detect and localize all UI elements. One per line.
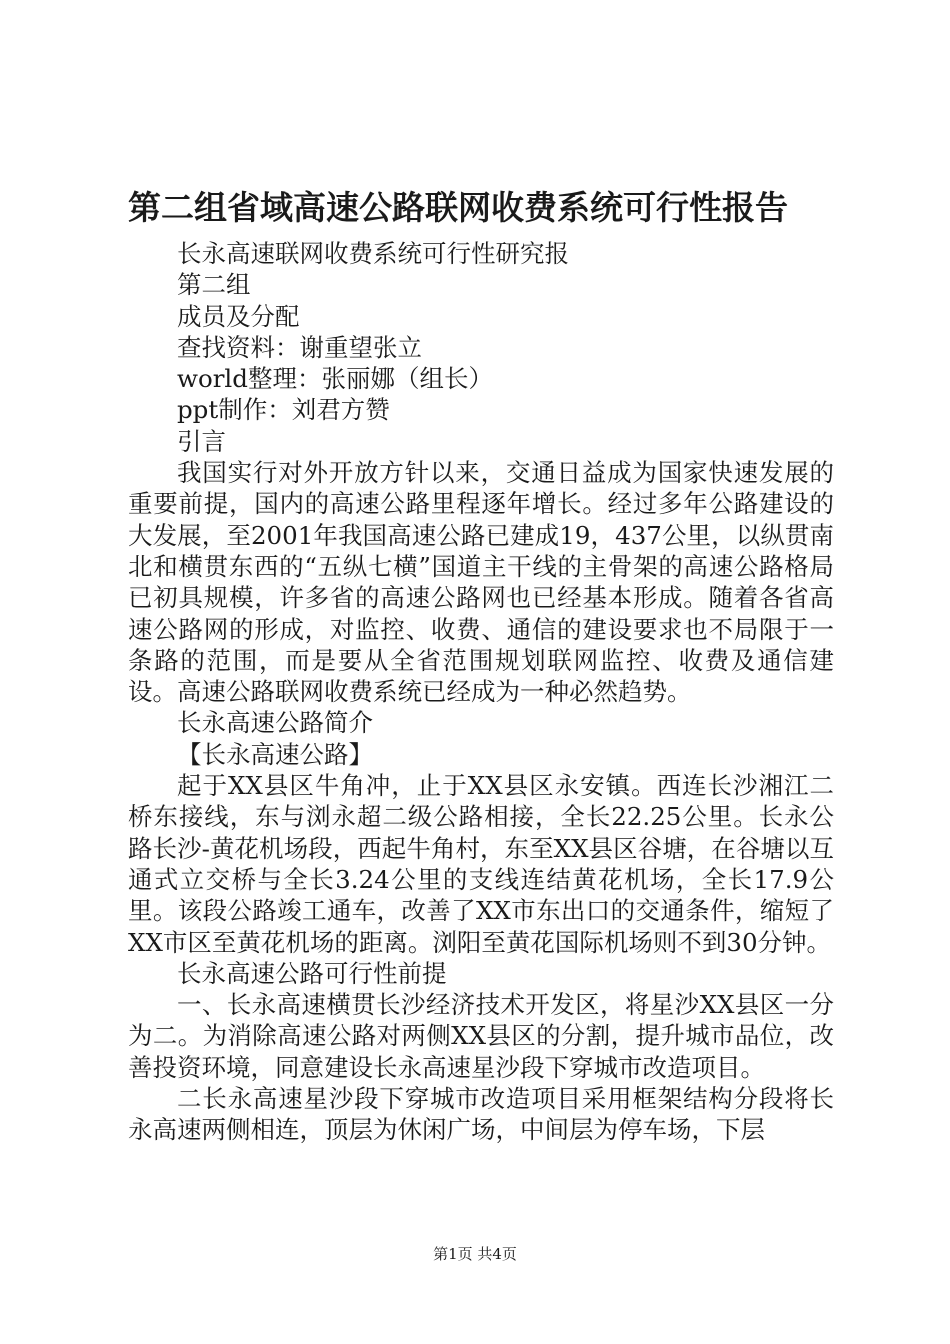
- line-members: 成员及分配: [177, 301, 300, 331]
- page-footer: 第1页 共4页: [433, 1245, 517, 1263]
- section1-paragraph: 起于XX县区牛角冲，止于XX县区永安镇。西连长沙湘江二桥东接线，东与浏永超二级公路相接，全长22.25公里。长永公路长沙-黄花机场段，西起牛角村，东至XX县区谷塘，在谷塘以互通式立交桥与全长3.24公里的支线连结黄花机场，全长17.9公里。该段公路竣工通车，改善了XX市东出口的交通条件，缩短了XX市区至黄花机场的距离。浏阳至黄花国际机场则不到30分钟。: [128, 771, 834, 957]
- line-intro-heading: 引言: [177, 426, 226, 456]
- line-research: 查找资料：谢重望张立: [177, 332, 422, 362]
- intro-paragraph: 我国实行对外开放方针以来，交通日益成为国家快速发展的重要前提，国内的高速公路里程逐年增长。经过多年公路建设的大发展，至2001年我国高速公路已建成19，437公里，以纵贯南北和横贯东西的“五纵七横”国道主干线的主骨架的高速公路格局已初具规模，许多省的高速公路网也已经基本形成。随着各省高速公路网的形成，对监控、收费、通信的建设要求也不局限于一条路的范围，而是要从全省范围规划联网监控、收费及通信建设。高速公路联网收费系统已经成为一种必然趋势。: [128, 458, 834, 707]
- section1-heading: 长永高速公路简介: [177, 708, 373, 738]
- line-report-name: 长永高速联网收费系统可行性研究报: [177, 239, 569, 268]
- section2-heading: 长永高速公路可行性前提: [177, 958, 447, 988]
- line-word-editing: world整理：张丽娜（组长）: [177, 364, 493, 394]
- section2-paragraph-2: 二长永高速星沙段下穿城市改造项目采用框架结构分段将长永高速两侧相连，顶层为休闲广场，中间层为停车场，下层: [128, 1084, 834, 1145]
- section1-subheading: 【长永高速公路】: [177, 739, 373, 769]
- document-body: [128, 238, 834, 1146]
- line-group: 第二组: [177, 270, 251, 300]
- line-ppt: ppt制作：刘君方赞: [177, 395, 390, 425]
- document-title: 第二组省域高速公路联网收费系统可行性报告: [128, 188, 788, 227]
- section2-paragraph-1: 一、长永高速横贯长沙经济技术开发区，将星沙XX县区一分为二。为消除高速公路对两侧XX县区的分割，提升城市品位，改善投资环境，同意建设长永高速星沙段下穿城市改造项目。: [128, 990, 834, 1082]
